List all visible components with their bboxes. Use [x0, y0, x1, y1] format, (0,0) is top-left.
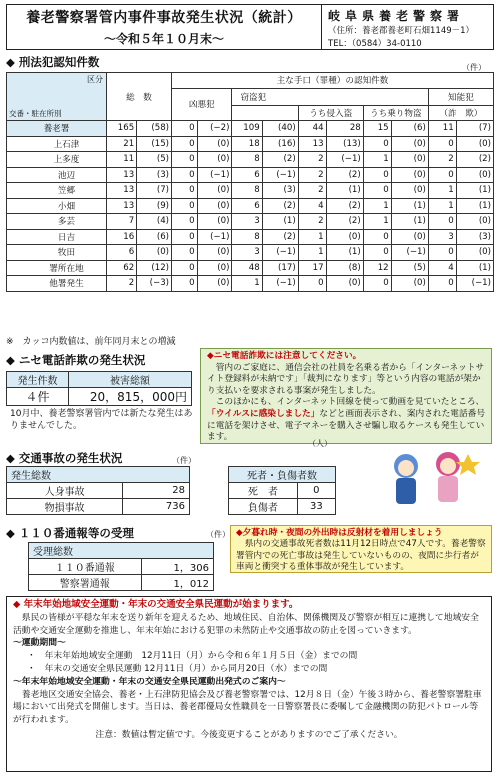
casualty-table	[228, 466, 336, 515]
diff-cell: (2)	[456, 152, 493, 168]
count-cell: 0	[363, 245, 391, 261]
fraud-notice-body1: 管内のご家庭に、通信会社の社員を名乗る者から「インターネットサイト登録料が未納です」「裁判になります」等という内容の電話が架かり支払いを要求される事案が発生しました。	[207, 362, 485, 396]
station-address: （住所：養老郡養老町石畑1149－1）	[328, 26, 475, 36]
crime-station-row	[7, 229, 494, 245]
diff-cell: (7)	[137, 183, 172, 199]
station-name-cell: 多芸	[7, 214, 107, 230]
traffic-count-header: 発生総数	[7, 467, 190, 483]
diff-cell: (−1)	[262, 276, 298, 292]
crime-station-row	[7, 198, 494, 214]
campaign-period2: ・ 年末の交通安全県民運動 12月11日（月）から同月20日（水）までの間	[27, 663, 328, 674]
count-cell: 1	[298, 229, 326, 245]
diff-cell: (0)	[197, 136, 232, 152]
count-cell: 1	[298, 245, 326, 261]
fraud-note: 10月中、養老警察署管内では新たな発生はありませんでした。	[10, 409, 193, 431]
campaign-event-body: 養老地区交通安全協会、養老・上石津防犯協会及び養老警察署では、12月８日（金）午後３時から、養老警察署駐車場において出発式を開催します。当日は、養老郡優局女性職員を一日警察署長に委嘱して金融機関の防犯パトロール等が行われます。	[13, 689, 482, 726]
count-cell: 0	[172, 183, 198, 199]
traffic-heading: ◆ 交通事故の発生状況	[6, 451, 123, 465]
fraud-table	[6, 371, 192, 406]
diff-cell: (0)	[391, 276, 428, 292]
death-count: 0	[297, 483, 335, 499]
station-name-cell: 養老署	[7, 121, 107, 137]
diff-cell: (0)	[456, 167, 493, 183]
station-name-cell: 笠郷	[7, 183, 107, 199]
diff-cell: (5)	[137, 152, 172, 168]
count-cell: 0	[172, 245, 198, 261]
diff-cell: (0)	[391, 167, 428, 183]
crime-station-row	[7, 136, 494, 152]
count-cell: 21	[106, 136, 136, 152]
diff-cell: (2)	[326, 167, 363, 183]
station-name-cell: 上石津	[7, 136, 107, 152]
diff-cell: (2)	[262, 229, 298, 245]
count-cell: 0	[363, 229, 391, 245]
header	[6, 4, 494, 50]
crime-total-row	[7, 121, 494, 137]
crime-heading: ◆ 刑法犯認知件数	[6, 55, 100, 69]
diff-cell: (1)	[391, 198, 428, 214]
count-cell: 12	[363, 260, 391, 276]
diff-cell: (0)	[197, 276, 232, 292]
diff-cell: (0)	[391, 136, 428, 152]
count-cell: 1	[428, 198, 456, 214]
diff-cell: (−1)	[456, 276, 493, 292]
diff-cell: (16)	[262, 136, 298, 152]
property-count: 736	[123, 499, 190, 515]
count-cell: 13	[106, 183, 136, 199]
count-cell: 0	[172, 260, 198, 276]
fraud-notice-title: ◆ニセ電話詐欺には注意してください。	[207, 351, 362, 361]
count-cell: 18	[232, 136, 262, 152]
diff-cell: (1)	[326, 183, 363, 199]
count-cell: 1	[428, 183, 456, 199]
count-cell: 8	[232, 152, 262, 168]
diff-cell: (15)	[137, 136, 172, 152]
diff-cell: (12)	[137, 260, 172, 276]
count-cell: 7	[106, 214, 136, 230]
count-cell: 2	[298, 152, 326, 168]
col-total: 総 数	[106, 73, 171, 121]
col-intel: 知能犯	[428, 88, 493, 105]
station-name-cell: 他署発生	[7, 276, 107, 292]
casualty-unit: （人）	[308, 439, 332, 448]
count-cell: 109	[232, 121, 262, 137]
reflector-notice	[230, 525, 492, 573]
count-cell: 11	[106, 152, 136, 168]
count-cell: 0	[363, 276, 391, 292]
station-name-cell: 牧田	[7, 245, 107, 261]
count-cell: 4	[298, 198, 326, 214]
count-cell: 48	[232, 260, 262, 276]
diff-cell: (58)	[137, 121, 172, 137]
injured-label: 負傷者	[229, 499, 298, 515]
diff-cell: (17)	[262, 260, 298, 276]
count-cell: 0	[172, 121, 198, 137]
diff-cell: (6)	[391, 121, 428, 137]
casualty-header: 死者・負傷者数	[229, 467, 336, 483]
col-fraud: （詐 欺）	[428, 105, 493, 121]
station-tel: TEL：（0584）34-0110	[328, 39, 422, 49]
campaign-footer: 注意：数値は暫定値です。今後変更することがありますのでご了承ください。	[95, 729, 403, 740]
fraud-heading: ◆ ニセ電話詐欺の発生状況	[6, 353, 146, 367]
crime-station-row	[7, 183, 494, 199]
diff-cell: (9)	[137, 198, 172, 214]
corner-cell: 区分 交番・駐在所別	[7, 73, 107, 121]
diff-cell: (1)	[456, 260, 493, 276]
diff-cell: (−2)	[197, 121, 232, 137]
diff-cell: (2)	[262, 198, 298, 214]
diff-cell: (0)	[197, 183, 232, 199]
diff-cell: (40)	[262, 121, 298, 137]
diff-cell: (1)	[391, 214, 428, 230]
diff-cell: (3)	[137, 167, 172, 183]
diff-cell: (0)	[456, 245, 493, 261]
diff-cell: (1)	[456, 183, 493, 199]
count-cell: 3	[428, 229, 456, 245]
diff-cell: (0)	[197, 260, 232, 276]
count-cell: 13	[298, 136, 326, 152]
diff-cell: (−1)	[197, 229, 232, 245]
diff-cell: (3)	[262, 183, 298, 199]
count-cell: 6	[232, 167, 262, 183]
campaign-body: 県民の皆様が平穏な年末を送り新年を迎えるため、地域住民、自治体、関係機関及び警察が相互に連携して地域安全活動や交通安全運動を推進し、年末年始における犯罪の未然防止や交通事故の防止を図っていきます。	[13, 612, 479, 636]
station-name-cell: 上多度	[7, 152, 107, 168]
crime-station-row	[7, 245, 494, 261]
injury-label: 人身事故	[7, 483, 123, 499]
diff-cell: (−1)	[197, 167, 232, 183]
col-felony: 凶悪犯	[172, 88, 232, 121]
calls-heading: ◆ １１０番通報等の受理	[6, 526, 134, 540]
injury-count: 28	[123, 483, 190, 499]
crime-station-row	[7, 152, 494, 168]
diff-cell: (0)	[456, 214, 493, 230]
diff-cell: (13)	[326, 136, 363, 152]
campaign-box	[6, 596, 492, 772]
c110-label: １１０番通報	[29, 559, 142, 575]
diff-cell: (0)	[326, 276, 363, 292]
calls-header: 受理総数	[29, 543, 214, 559]
count-cell: 8	[232, 229, 262, 245]
police-label: 警察署通報	[29, 575, 142, 591]
count-cell: 0	[172, 136, 198, 152]
diff-cell: (0)	[391, 229, 428, 245]
diff-cell: (4)	[137, 214, 172, 230]
diff-cell: (2)	[262, 152, 298, 168]
count-cell: 8	[232, 183, 262, 199]
col-burglary: うち侵入盗	[298, 105, 363, 121]
police-count: 1，012	[141, 575, 214, 591]
diff-cell: (1)	[326, 245, 363, 261]
station-info	[322, 5, 493, 49]
fraud-col-count: 発生件数	[7, 372, 69, 388]
mascot-illustration	[376, 446, 486, 522]
count-cell: 0	[172, 198, 198, 214]
diff-cell: (−1)	[262, 167, 298, 183]
count-cell: 2	[298, 214, 326, 230]
crime-station-row	[7, 214, 494, 230]
campaign-event-label: ～年末年始地域安全運動・年末の交通安全県民運動出発式のご案内～	[13, 676, 286, 687]
count-cell: 0	[298, 276, 326, 292]
diff-cell: (0)	[197, 198, 232, 214]
count-cell: 44	[298, 121, 326, 137]
count-cell: 3	[232, 245, 262, 261]
col-vehicle: うち乗り物盗	[363, 105, 428, 121]
crime-station-row	[7, 276, 494, 292]
diff-cell: (0)	[326, 229, 363, 245]
injured-count: 33	[297, 499, 335, 515]
count-cell: 1	[363, 152, 391, 168]
count-cell: 0	[428, 167, 456, 183]
count-cell: 0	[172, 167, 198, 183]
diff-cell: (−1)	[391, 245, 428, 261]
diff-cell: (−1)	[326, 152, 363, 168]
diff-cell: (0)	[137, 245, 172, 261]
count-cell: 0	[428, 136, 456, 152]
count-cell: 0	[363, 136, 391, 152]
fraud-notice	[200, 348, 492, 444]
station-name-cell: 日吉	[7, 229, 107, 245]
station-name: 岐阜県養老警察署	[328, 9, 465, 23]
fraud-count: ４件	[7, 388, 69, 406]
calls-unit: （件）	[206, 530, 230, 539]
count-cell: 2	[298, 183, 326, 199]
count-cell: 1	[363, 198, 391, 214]
count-cell: 0	[428, 214, 456, 230]
diff-cell: (0)	[456, 136, 493, 152]
diff-cell: (6)	[137, 229, 172, 245]
count-cell: 15	[363, 121, 391, 137]
campaign-period1: ・ 年末年始地域安全運動 12月11日（月）から令和６年１月５日（金）までの間	[27, 651, 358, 662]
diff-cell: (0)	[197, 245, 232, 261]
crime-station-row	[7, 260, 494, 276]
count-cell: 16	[106, 229, 136, 245]
property-label: 物損事故	[7, 499, 123, 515]
header-title-block	[7, 5, 322, 49]
crime-table	[6, 72, 494, 292]
diff-cell: (1)	[456, 198, 493, 214]
count-cell: 6	[106, 245, 136, 261]
count-cell: 13	[106, 167, 136, 183]
count-cell: 3	[232, 214, 262, 230]
crime-station-row	[7, 167, 494, 183]
fraud-col-amount: 被害総額	[69, 372, 192, 388]
station-name-cell: 小畑	[7, 198, 107, 214]
count-cell: 165	[106, 121, 136, 137]
calls-table	[28, 542, 214, 591]
reflector-body: 県内の交通事故死者数は11月12日時点で47人です。養老警察署管内での死亡事故は発生していないものの、夜間に歩行者が車両と衝突する重体事故が発生しています。	[236, 539, 486, 573]
diff-cell: (1)	[262, 214, 298, 230]
count-cell: 62	[106, 260, 136, 276]
station-name-cell: 池辺	[7, 167, 107, 183]
crime-footnote: ※ カッコ内数値は、前年同月末との増減	[6, 337, 176, 347]
diff-cell: (2)	[326, 198, 363, 214]
diff-cell: (0)	[391, 152, 428, 168]
count-cell: 0	[172, 229, 198, 245]
reflector-title: ◆夕暮れ時・夜間の外出時は反射材を着用しましょう	[236, 528, 443, 538]
c110-count: 1，306	[141, 559, 214, 575]
count-cell: 0	[172, 276, 198, 292]
count-cell: 2	[106, 276, 136, 292]
count-cell: 6	[232, 198, 262, 214]
campaign-period-label: ～運動期間～	[13, 638, 66, 649]
diff-cell: (0)	[197, 152, 232, 168]
count-cell: 0	[428, 276, 456, 292]
diff-cell: (−1)	[262, 245, 298, 261]
crime-unit: （件）	[462, 63, 486, 72]
crime-table-body	[7, 121, 494, 292]
diff-cell: (8)	[326, 260, 363, 276]
traffic-unit: （件）	[172, 456, 196, 465]
diff-cell: (0)	[197, 214, 232, 230]
traffic-table	[6, 466, 190, 515]
diff-cell: (3)	[456, 229, 493, 245]
page-subtitle: ～令和５年１０月末～	[103, 32, 224, 46]
count-cell: 0	[363, 183, 391, 199]
diff-cell: (2)	[326, 214, 363, 230]
fraud-amount: 20，815，000円	[69, 388, 192, 406]
count-cell: 13	[106, 198, 136, 214]
col-main: 主な手口（罪種）の認知件数	[172, 73, 494, 89]
count-cell: 0	[428, 245, 456, 261]
campaign-title: ◆ 年末年始地域安全運動・年末の交通安全県民運動が始まります。	[13, 599, 299, 610]
count-cell: 2	[298, 167, 326, 183]
col-theft: 窃盗犯	[232, 88, 428, 105]
diff-cell: (5)	[391, 260, 428, 276]
count-cell: 17	[298, 260, 326, 276]
diff-cell: (7)	[456, 121, 493, 137]
station-name-cell: 署所在地	[7, 260, 107, 276]
diff-cell: 28	[326, 121, 363, 137]
count-cell: 2	[428, 152, 456, 168]
count-cell: 1	[363, 214, 391, 230]
page-title: 養老警察署管内事件事故発生状況（統計）	[26, 10, 302, 26]
count-cell: 0	[172, 214, 198, 230]
fraud-notice-body2: このほかにも、インターネット回線を使って動画を見ていたところ、「ウイルスに感染しました」などと画面表示され、案内された電話番号に電話を架けさせ、電子マネーを購入させ騙し取るケースも発生しています。	[207, 397, 486, 443]
count-cell: 0	[363, 167, 391, 183]
diff-cell: (−3)	[137, 276, 172, 292]
count-cell: 4	[428, 260, 456, 276]
diff-cell: (0)	[391, 183, 428, 199]
death-label: 死 者	[229, 483, 298, 499]
count-cell: 11	[428, 121, 456, 137]
count-cell: 0	[172, 152, 198, 168]
count-cell: 1	[232, 276, 262, 292]
